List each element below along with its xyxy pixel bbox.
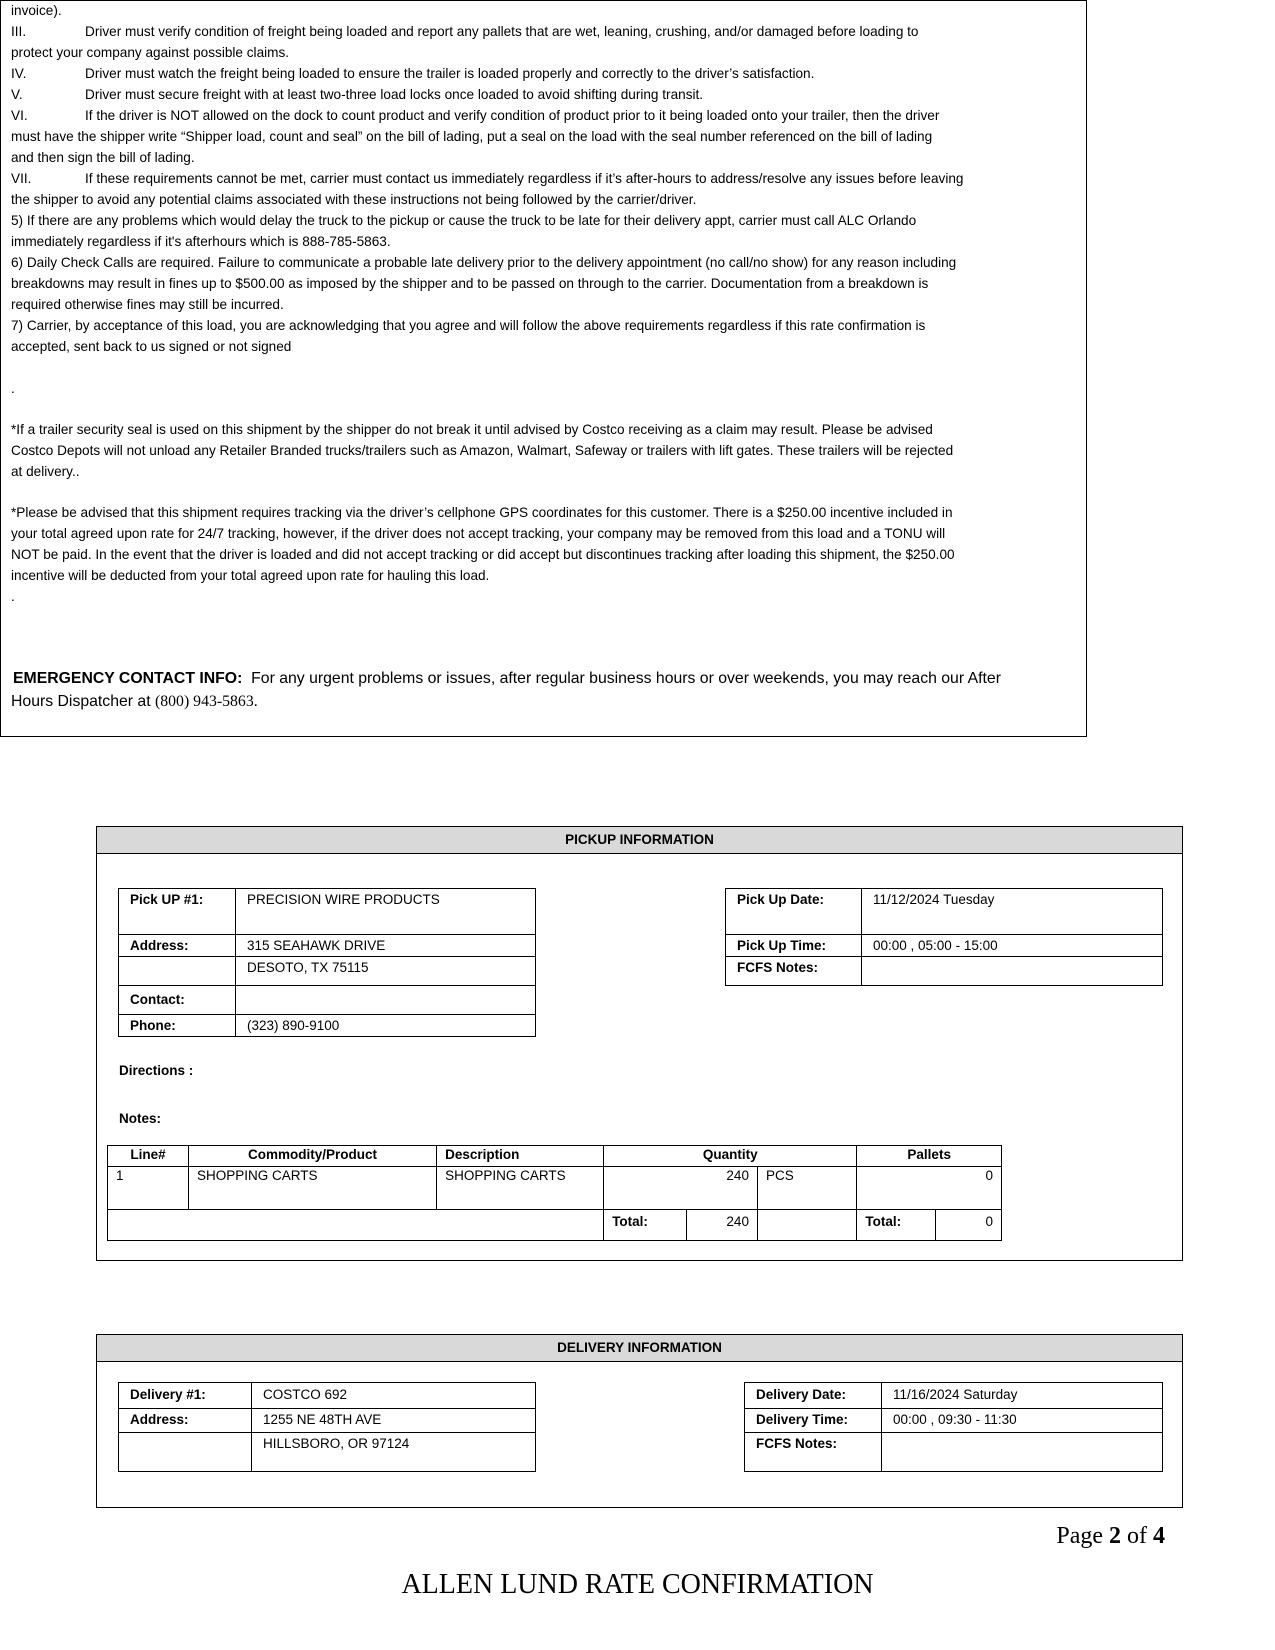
row-pallets: 0 — [857, 1167, 1002, 1210]
fcfs-notes-value — [862, 957, 1163, 986]
delivery-section — [96, 1334, 1183, 1508]
fcfs-notes-label: FCFS Notes: — [726, 957, 862, 986]
pick-up-time-value: 00:00 , 05:00 - 15:00 — [862, 935, 1163, 957]
delivery-time-label: Delivery Time: — [745, 1409, 882, 1433]
terms-dot: . — [11, 381, 15, 396]
terms-line: III. Driver must verify condition of freight being loaded and report any pallets that are wet, leaning, crushing, and/or damaged before loading to — [11, 24, 919, 39]
total-qty-value: 240 — [687, 1210, 758, 1241]
seal-notice-line: *If a trailer security seal is used on this shipment by the shipper do not break it until advised by Costco receiving as a claim may result. Please be advised — [11, 422, 933, 437]
address-line2: DESOTO, TX 75115 — [236, 957, 536, 986]
terms-box — [0, 0, 1087, 737]
pick-up-label: Pick UP #1: — [119, 889, 236, 935]
delivery-heading: DELIVERY INFORMATION — [97, 1335, 1182, 1362]
delivery-fcfs-value — [882, 1433, 1163, 1472]
seal-notice-line: Costco Depots will not unload any Retailer Branded trucks/trailers such as Amazon, Walmart, Safeway or trailers with lift gates. These trailers will be rejected — [11, 443, 954, 458]
emergency-contact-text: For any urgent problems or issues, after regular business hours or over weekends, you may reach our After — [251, 670, 1001, 687]
address-line1: 315 SEAHAWK DRIVE — [236, 935, 536, 957]
terms-line: protect your company against possible claims. — [11, 45, 290, 60]
terms-line: VII. If these requirements cannot be met, carrier must contact us immediately regardless if it’s after-hours to address/resolve any issues before leaving — [11, 171, 964, 186]
delivery-fcfs-label: FCFS Notes: — [745, 1433, 882, 1472]
emergency-contact-label: EMERGENCY CONTACT INFO: — [13, 670, 243, 687]
row-line: 1 — [108, 1167, 189, 1210]
col-line: Line# — [108, 1146, 189, 1167]
row-unit: PCS — [757, 1167, 856, 1210]
total-pallets-label: Total: — [857, 1210, 936, 1241]
pick-up-time-label: Pick Up Time: — [726, 935, 862, 957]
notes-label: Notes: — [119, 1111, 162, 1126]
pickup-location-table — [118, 888, 536, 1037]
tracking-notice-line: NOT be paid. In the event that the driver is loaded and did not accept tracking or did accept but discontinues tracking after loading this shipment, the $250.00 — [11, 547, 955, 562]
delivery-location-table — [118, 1382, 536, 1472]
terms-line: IV. Driver must watch the freight being loaded to ensure the trailer is loaded properly and correctly to the driver’s satisfaction. — [11, 66, 815, 81]
commodity-table — [107, 1145, 1002, 1241]
contact-label: Contact: — [119, 986, 236, 1015]
phone-value: (323) 890-9100 — [236, 1015, 536, 1037]
row-qty: 240 — [604, 1167, 758, 1210]
terms-line: and then sign the bill of lading. — [11, 150, 195, 165]
total-qty-label: Total: — [604, 1210, 687, 1241]
delivery-time-value: 00:00 , 09:30 - 11:30 — [882, 1409, 1163, 1433]
pick-up-date-label: Pick Up Date: — [726, 889, 862, 935]
terms-line: required otherwise fines may still be incurred. — [11, 297, 284, 312]
pick-up-date-value: 11/12/2024 Tuesday — [862, 889, 1163, 935]
emergency-phone: (800) 943-5863. — [155, 693, 258, 710]
seal-notice-line: at delivery.. — [11, 464, 80, 479]
pickup-schedule-table — [725, 888, 1163, 986]
contact-value — [236, 986, 536, 1015]
terms-line: invoice). — [11, 3, 62, 18]
pickup-heading: PICKUP INFORMATION — [97, 827, 1182, 854]
pickup-section — [96, 826, 1183, 1261]
pick-up-value: PRECISION WIRE PRODUCTS — [236, 889, 536, 935]
terms-line: 5) If there are any problems which would delay the truck to the pickup or cause the truck to be late for their delivery appt, carrier must call ALC Orlando — [11, 213, 917, 228]
col-pallets: Pallets — [857, 1146, 1002, 1167]
terms-line: immediately regardless if it's afterhours which is 888-785-5863. — [11, 234, 391, 249]
delivery-address-label: Address: — [119, 1409, 252, 1433]
terms-line: must have the shipper write “Shipper load, count and seal” on the bill of lading, put a seal on the load with the seal number referenced on the bill of lading — [11, 129, 933, 144]
delivery-date-label: Delivery Date: — [745, 1383, 882, 1409]
delivery-date-value: 11/16/2024 Saturday — [882, 1383, 1163, 1409]
terms-line: breakdowns may result in fines up to $500.00 as imposed by the shipper and to be passed on through to the carrier. Documentation from a breakdown is — [11, 276, 929, 291]
phone-label: Phone: — [119, 1015, 236, 1037]
terms-line: 6) Daily Check Calls are required. Failure to communicate a probable late delivery prior to the delivery appointment (no call/no show) for any reason including — [11, 255, 957, 270]
terms-line: V. Driver must secure freight with at least two-three load locks once loaded to avoid shifting during transit. — [11, 87, 704, 102]
col-commodity: Commodity/Product — [188, 1146, 436, 1167]
emergency-contact — [13, 670, 1001, 687]
document-title: ALLEN LUND RATE CONFIRMATION — [401, 1569, 874, 1600]
total-pallets-value: 0 — [936, 1210, 1002, 1241]
terms-dot: . — [11, 589, 15, 604]
row-commodity: SHOPPING CARTS — [188, 1167, 436, 1210]
directions-label: Directions : — [119, 1063, 194, 1078]
col-quantity: Quantity — [604, 1146, 857, 1167]
tracking-notice-line: *Please be advised that this shipment requires tracking via the driver’s cellphone GPS coordinates for this customer. There is a $250.00 incentive included in — [11, 505, 953, 520]
tracking-notice-line: incentive will be deducted from your total agreed upon rate for hauling this load. — [11, 568, 490, 583]
delivery-address-line1: 1255 NE 48TH AVE — [252, 1409, 536, 1433]
terms-line: VI. If the driver is NOT allowed on the dock to count product and verify condition of product prior to it being loaded onto your trailer, then the driver — [11, 108, 940, 123]
row-description: SHOPPING CARTS — [437, 1167, 604, 1210]
table-row — [108, 1167, 1002, 1210]
delivery-value: COSTCO 692 — [252, 1383, 536, 1409]
tracking-notice-line: your total agreed upon rate for 24/7 tracking, however, if the driver does not accept tracking, your company may be removed from this load and a TONU will — [11, 526, 946, 541]
delivery-address-line2: HILLSBORO, OR 97124 — [252, 1433, 536, 1472]
emergency-contact-line2: Hours Dispatcher at (800) 943-5863. — [11, 693, 258, 710]
delivery-schedule-table — [744, 1382, 1163, 1472]
page-number: Page 2 of 4 — [1056, 1523, 1165, 1549]
delivery-label: Delivery #1: — [119, 1383, 252, 1409]
terms-line: the shipper to avoid any potential claims associated with these instructions not being followed by the carrier/driver. — [11, 192, 697, 207]
address-label: Address: — [119, 935, 236, 957]
terms-line: accepted, sent back to us signed or not signed — [11, 339, 292, 354]
terms-line: 7) Carrier, by acceptance of this load, you are acknowledging that you agree and will follow the above requirements regardless if this rate confirmation is — [11, 318, 926, 333]
col-description: Description — [437, 1146, 604, 1167]
